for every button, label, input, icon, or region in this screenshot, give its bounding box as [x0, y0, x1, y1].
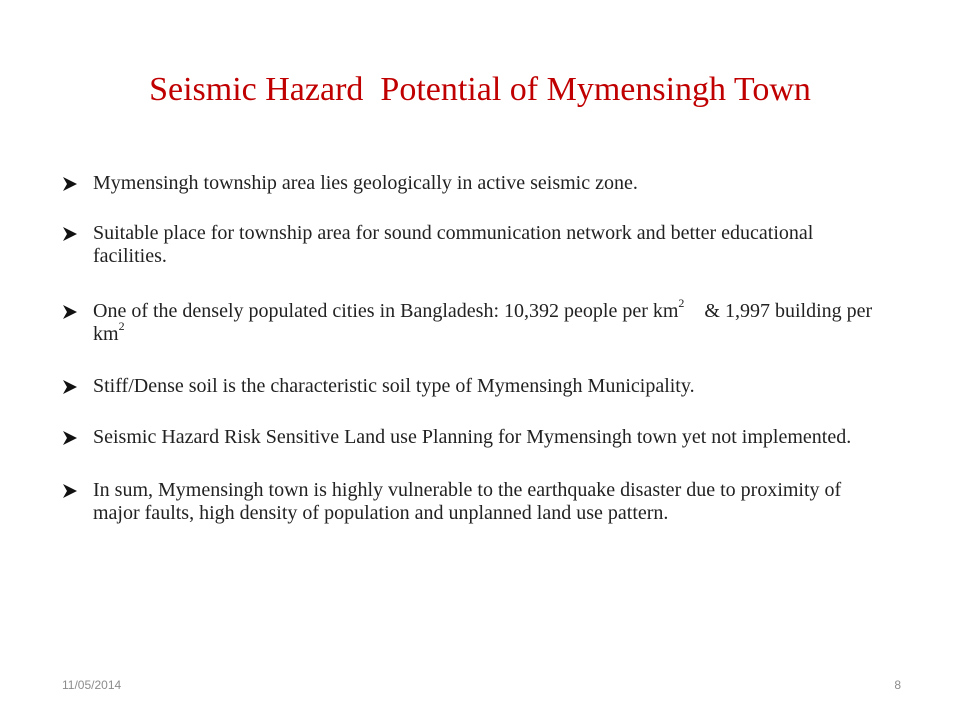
page-number: 8: [894, 678, 901, 692]
superscript: 2: [118, 319, 125, 334]
bullet-item: [62, 479, 882, 525]
bullet-item: [62, 375, 882, 398]
bullet-item: [62, 426, 882, 449]
bullet-text: In sum, Mymensingh town is highly vulnerable to the earthquake disaster due to proximity of major faults, high density of population and unplanned land use pattern.: [93, 479, 842, 524]
slide-title: Seismic Hazard Potential of Mymensingh Town: [149, 71, 811, 108]
footer-date: 11/05/2014: [62, 678, 122, 692]
arrowhead-bullet-icon: [62, 379, 78, 395]
bullet-list: [62, 172, 882, 525]
bullet-text-part: & 1,997 building per km: [93, 300, 878, 345]
arrowhead-bullet-icon: [62, 304, 78, 320]
arrowhead-bullet-icon: [62, 430, 78, 446]
bullet-text: Suitable place for township area for sound communication network and better educational facilities.: [93, 222, 814, 267]
bullet-item: [62, 222, 882, 268]
arrowhead-bullet-icon: [62, 176, 78, 192]
arrowhead-bullet-icon: [62, 226, 78, 242]
bullet-item: [62, 296, 882, 346]
bullet-text: Mymensingh township area lies geologically in active seismic zone.: [93, 172, 638, 194]
superscript: 2: [678, 296, 685, 311]
arrowhead-bullet-icon: [62, 483, 78, 499]
bullet-item: [62, 172, 882, 195]
bullet-text-part: One of the densely populated cities in Bangladesh: 10,392 people per km: [93, 300, 679, 322]
bullet-text: Seismic Hazard Risk Sensitive Land use Planning for Mymensingh town yet not implemented.: [93, 426, 852, 448]
bullet-text: Stiff/Dense soil is the characteristic soil type of Mymensingh Municipality.: [93, 375, 695, 397]
